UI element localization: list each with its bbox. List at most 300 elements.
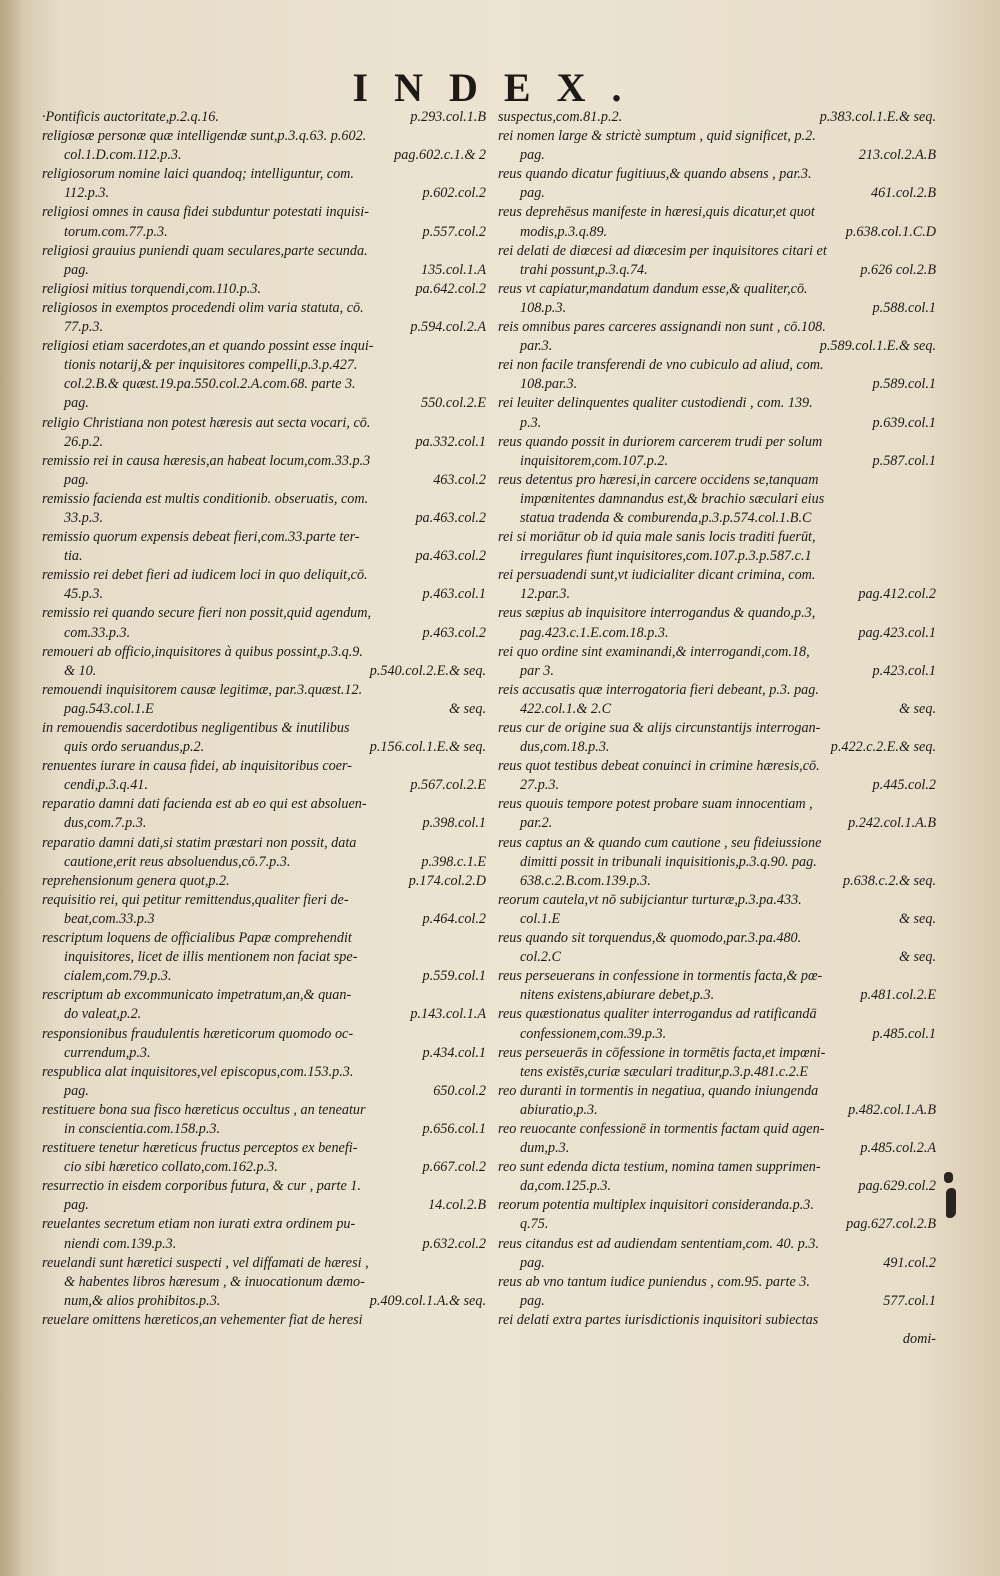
entry-text: reuelandi sunt hæretici suspecti , vel diffamati de hæresi ,: [42, 1254, 369, 1271]
entry-text: pag.: [520, 185, 545, 202]
page-reference: pa.332.col.1: [415, 433, 486, 450]
index-entry-line: [42, 891, 486, 910]
page-reference: p.587.col.1: [872, 452, 936, 469]
entry-text: 108.par.3.: [520, 376, 578, 393]
index-entry: [498, 394, 936, 432]
page-reference: pa.463.col.2: [415, 509, 486, 526]
entry-text: reus perseuerās in cōfessione in tormētis facta,et impœni-: [498, 1044, 826, 1061]
entry-text: remissio rei in causa hæresis,an habeat locum,com.33.p.3: [42, 452, 371, 469]
page-reference: p.383.col.1.E.& seq.: [819, 109, 936, 125]
entry-text: remouendi inquisitorem causæ legitimæ, par.3.quæst.12.: [42, 681, 363, 698]
entry-text: cendi,p.3.q.41.: [64, 777, 148, 794]
page-reference: [478, 929, 486, 948]
entry-text: religiosos in exemptos procedendi olim varia statuta, cō.: [42, 299, 364, 316]
index-entry-line: [498, 872, 936, 891]
index-entry-line: [498, 1025, 936, 1044]
entry-text: pag.: [64, 261, 89, 278]
page-reference: p.559.col.1: [422, 968, 486, 985]
entry-text: 422.col.1.& 2.C: [520, 700, 612, 717]
index-entry-line: [498, 146, 936, 165]
entry-text: pag.: [520, 147, 545, 164]
index-entry: [42, 681, 486, 719]
page-reference: [478, 1063, 486, 1082]
index-entry-line: [42, 108, 486, 127]
entry-text: in remouendis sacerdotibus negligentibus & inutilibus: [42, 720, 350, 736]
page-reference: [928, 929, 936, 948]
page-reference: pag.629.col.2: [858, 1178, 936, 1195]
index-entry-line: [42, 1082, 486, 1101]
page-reference: [478, 452, 486, 471]
index-entry-line: [498, 223, 936, 242]
index-entry: [42, 452, 486, 490]
page-reference: [478, 1254, 486, 1273]
index-entry: [498, 1311, 936, 1349]
index-entry-line: [498, 738, 936, 757]
index-entry-line: [42, 929, 486, 948]
index-entry: [42, 986, 486, 1024]
entry-text: confessionem,com.39.p.3.: [520, 1025, 667, 1042]
entry-text: cio sibi hæretico collato,com.162.p.3.: [64, 1159, 278, 1176]
index-entry: [498, 834, 936, 891]
entry-text: dum,p.3.: [520, 1140, 570, 1157]
entry-text: pag.: [64, 471, 89, 488]
page-reference: [928, 1063, 936, 1082]
index-entry: [498, 643, 936, 681]
index-entry: [42, 1215, 486, 1253]
entry-text: inquisitores, licet de illis mentionem non faciat spe-: [64, 949, 358, 966]
entry-text: 45.p.3.: [64, 586, 104, 603]
entry-text: reus quando possit in duriorem carcerem trudi per solum: [498, 433, 823, 450]
index-entry-line: [42, 471, 486, 490]
index-entry-line: [498, 165, 936, 184]
index-entry-line: [498, 1063, 936, 1082]
index-entry-line: [42, 757, 486, 776]
page-reference: & seq.: [448, 700, 486, 717]
entry-text: responsionibus fraudulentis hæreticorum quomodo oc-: [42, 1025, 354, 1042]
page-reference: [928, 1273, 936, 1292]
index-column-left: [42, 108, 486, 1330]
page-reference: p.485.col.1: [872, 1025, 936, 1042]
index-entry-line: [498, 1044, 936, 1063]
page-reference: [478, 566, 486, 585]
page-reference: pag.602.c.1.& 2: [394, 147, 486, 164]
page-reference: [928, 1311, 936, 1330]
index-entry: [498, 795, 936, 833]
page-reference: [928, 643, 936, 662]
entry-text: resurrectio in eisdem corporibus futura, & cur , parte 1.: [42, 1178, 361, 1195]
entry-text: pag.: [520, 1292, 545, 1309]
entry-text: nitens existens,abiurare debet,p.3.: [520, 987, 715, 1004]
entry-text: reo sunt edenda dicta testium, nomina tamen supprimen-: [498, 1159, 821, 1176]
index-entry-line: [42, 624, 486, 643]
index-entry: [498, 318, 936, 356]
page-reference: [928, 203, 936, 222]
index-entry: [498, 1005, 936, 1043]
index-entry: [498, 929, 936, 967]
entry-text: remissio facienda est multis conditionib. obseruatis, com.: [42, 490, 369, 507]
entry-text: rescriptum ab excommunicato impetratum,an,& quan-: [42, 987, 352, 1004]
entry-text: rei nomen large & strictè sumptum , quid significet, p.2.: [498, 128, 816, 145]
index-entry-line: [42, 509, 486, 528]
index-entry-line: [498, 853, 936, 872]
index-entry: [42, 604, 486, 642]
entry-text: reus quando sit torquendus,& quomodo,par.3.pa.480.: [498, 930, 802, 947]
page-reference: [928, 1158, 936, 1177]
index-entry: [498, 757, 936, 795]
index-entry-line: [498, 948, 936, 967]
page-reference: [928, 1082, 936, 1101]
entry-text: com.33.p.3.: [64, 624, 131, 641]
index-entry-line: [498, 471, 936, 490]
entry-text: remissio quorum expensis debeat fieri,com.33.parte ter-: [42, 529, 360, 546]
entry-text: col.1.D.com.112.p.3.: [64, 147, 182, 164]
page-reference: [478, 356, 486, 375]
index-entry-line: [498, 261, 936, 280]
entry-text: dimitti possit in tribunali inquisitionis,p.3.q.90. pag.: [520, 853, 817, 870]
page-reference: pag.412.col.2: [858, 586, 936, 603]
entry-text: remissio rei quando secure fieri non possit,quid agendum,: [42, 605, 372, 622]
entry-text: cautione,erit reus absoluendus,cō.7.p.3.: [64, 853, 291, 870]
entry-text: 26.p.2.: [64, 433, 104, 450]
index-entry-line: [498, 1215, 936, 1234]
entry-text: restituere bona sua fisco hæreticus occultus , an teneatur: [42, 1101, 366, 1118]
entry-text: da,com.125.p.3.: [520, 1178, 612, 1195]
index-entry: [498, 891, 936, 929]
page-reference: p.638.c.2.& seq.: [843, 872, 936, 889]
page-reference: [928, 127, 936, 146]
index-entry-line: [498, 624, 936, 643]
page-reference: p.481.col.2.E: [860, 987, 936, 1004]
entry-text: num,& alios prohibitos.p.3.: [64, 1292, 221, 1309]
index-entry-line: [498, 643, 936, 662]
page-reference: [928, 757, 936, 776]
page-reference: & seq.: [898, 700, 936, 717]
page-reference: 550.col.2.E: [420, 395, 486, 412]
page-reference: [478, 414, 486, 433]
entry-text: col.1.E: [520, 910, 561, 927]
index-entry-line: [42, 165, 486, 184]
entry-text: pag.423.c.1.E.com.18.p.3.: [520, 624, 669, 641]
entry-text: reus cur de origine sua & alijs circunstantijs interrogan-: [498, 720, 821, 736]
page-reference: [478, 1025, 486, 1044]
index-entry-line: [42, 261, 486, 280]
index-entry: [42, 299, 486, 337]
index-entry-line: [498, 337, 936, 356]
index-entry-line: [42, 566, 486, 585]
index-entry: [42, 203, 486, 241]
entry-text: reus captus an & quando cum cautione , seu fideiussione: [498, 834, 822, 851]
page-reference: [928, 165, 936, 184]
index-entry-line: [42, 1025, 486, 1044]
index-entry-line: [42, 547, 486, 566]
index-entry: [42, 566, 486, 604]
entry-text: trahi possunt,p.3.q.74.: [520, 261, 648, 278]
entry-text: reus quot testibus debeat conuinci in crimine hæresis,cō.: [498, 758, 820, 775]
page-reference: p.143.col.1.A: [410, 1006, 486, 1023]
index-entry-line: [498, 986, 936, 1005]
entry-text: rei persuadendi sunt,vt iudicialiter dicant crimina, com.: [498, 567, 816, 584]
index-entry-line: [498, 452, 936, 471]
page-reference: [928, 795, 936, 814]
index-entry: [42, 891, 486, 929]
entry-text: reus quando dicatur fugitiuus,& quando absens , par.3.: [498, 166, 812, 183]
index-entry-line: [42, 834, 486, 853]
page-reference: [478, 1311, 486, 1330]
entry-text: reis omnibus pares carceres assignandi non sunt , cō.108.: [498, 319, 826, 336]
page-reference: [478, 795, 486, 814]
page-reference: [478, 757, 486, 776]
entry-text: beat,com.33.p.3: [64, 910, 155, 927]
index-entry-line: [42, 1254, 486, 1273]
entry-text: respublica alat inquisitores,vel episcopus,com.153.p.3.: [42, 1063, 354, 1080]
entry-text: 638.c.2.B.com.139.p.3.: [520, 872, 651, 889]
page-reference: [928, 853, 936, 872]
index-entry-line: [498, 1292, 936, 1311]
page-reference: [928, 1120, 936, 1139]
page-reference: [928, 834, 936, 853]
entry-text: reus vt capiatur,mandatum dandum esse,& qualiter,cō.: [498, 280, 808, 297]
index-entry-line: [498, 891, 936, 910]
entry-text: reo reuocante confessionē in tormentis factam quid agen-: [498, 1120, 825, 1137]
index-entry: [498, 1273, 936, 1311]
entry-text: p.3.: [520, 414, 542, 431]
page-reference: p.567.col.2.E: [410, 777, 486, 794]
index-entry-line: [498, 681, 936, 700]
entry-text: reprehensionum genera quot,p.2.: [42, 872, 230, 889]
entry-text: & habentes libros hæresum , & inuocationum dæmo-: [64, 1273, 365, 1290]
page-reference: [928, 280, 936, 299]
index-entry: [498, 1082, 936, 1120]
index-entry-line: [498, 242, 936, 261]
index-entry: [498, 127, 936, 165]
entry-text: restituere tenetur hæreticus fructus perceptos ex benefi-: [42, 1140, 358, 1157]
index-entry-line: [42, 375, 486, 394]
entry-text: reus ab vno tantum iudice puniendus , com.95. parte 3.: [498, 1273, 810, 1290]
page-reference: [478, 719, 486, 738]
entry-text: requisitio rei, qui petitur remittendus,qualiter fieri de-: [42, 891, 349, 908]
entry-text: religio Christiana non potest hæresis aut secta vocari, cō.: [42, 414, 371, 431]
index-entry-line: [498, 585, 936, 604]
page-reference: 135.col.1.A: [420, 261, 486, 278]
page-reference: p.409.col.1.A.& seq.: [369, 1292, 486, 1309]
index-entry-line: [498, 834, 936, 853]
page-reference: pa.463.col.2: [415, 548, 486, 565]
entry-text: reus sæpius ab inquisitore interrogandus & quando,p.3,: [498, 605, 816, 622]
entry-text: 108.p.3.: [520, 299, 567, 316]
page-reference: p.434.col.1: [422, 1044, 486, 1061]
entry-text: 77.p.3.: [64, 319, 104, 336]
page-reference: [478, 375, 486, 394]
index-entry-line: [42, 853, 486, 872]
index-entry-line: [498, 184, 936, 203]
page-reference: p.398.col.1: [422, 815, 486, 832]
index-entry-line: [498, 1177, 936, 1196]
index-entry-line: [498, 566, 936, 585]
page-reference: p.588.col.1: [872, 299, 936, 316]
entry-text: reuelantes secretum etiam non iurati extra ordinem pu-: [42, 1216, 356, 1233]
index-entry-line: [42, 662, 486, 681]
entry-text: pag.543.col.1.E: [64, 700, 154, 717]
index-entry-line: [42, 490, 486, 509]
entry-text: tia.: [64, 548, 83, 565]
index-entry: [42, 1139, 486, 1177]
page-reference: p.445.col.2: [872, 777, 936, 794]
index-entry-line: [42, 433, 486, 452]
index-entry: [498, 681, 936, 719]
page-reference: p.422.c.2.E.& seq.: [830, 739, 936, 756]
page-reference: [478, 604, 486, 623]
index-entry: [42, 165, 486, 203]
entry-text: pag.: [520, 1254, 545, 1271]
entry-text: modis,p.3.q.89.: [520, 223, 608, 240]
page-reference: [928, 604, 936, 623]
page-reference: 577.col.1: [883, 1292, 936, 1309]
index-entry-line: [498, 394, 936, 413]
page-heading: INDEX.: [352, 65, 648, 110]
entry-text: currendum,p.3.: [64, 1044, 151, 1061]
index-entry-line: [42, 1311, 486, 1330]
entry-text: statua tradenda & comburenda,p.3.p.574.col.1.B.C: [520, 509, 812, 526]
index-entry-line: [498, 414, 936, 433]
index-entry-line: [498, 528, 936, 547]
page-reference: 14.col.2.B: [428, 1197, 486, 1214]
ink-blot-mark: [944, 1172, 953, 1183]
page-reference: [928, 509, 936, 528]
page-reference: [928, 528, 936, 547]
index-entry-line: [498, 967, 936, 986]
page-reference: [478, 337, 486, 356]
index-entry-line: [42, 146, 486, 165]
index-entry: [42, 528, 486, 566]
index-entry: [42, 1063, 486, 1101]
page-reference: p.464.col.2: [422, 910, 486, 927]
index-entry-line: [498, 1158, 936, 1177]
entry-text: rei si moriātur ob id quia male sanis locis traditi fuerūt,: [498, 529, 816, 546]
entry-text: reuelare omittens hæreticos,an vehementer fiat de heresi: [42, 1311, 363, 1328]
page-reference: 461.col.2.B: [870, 185, 936, 202]
index-entry: [42, 1025, 486, 1063]
index-entry-line: [42, 1139, 486, 1158]
page-reference: p.656.col.1: [422, 1120, 486, 1137]
entry-text: reus perseuerans in confessione in tormentis facta,& pœ-: [498, 968, 823, 985]
index-entry-line: [498, 318, 936, 337]
page-reference: [928, 891, 936, 910]
index-entry-line: [498, 1235, 936, 1254]
page-reference: p.174.col.2.D: [408, 872, 486, 889]
index-entry: [42, 929, 486, 986]
index-entry: [42, 872, 486, 891]
entry-text: rei non facile transferendi de vno cubiculo ad aliud, com.: [498, 357, 824, 374]
entry-text: religiosi mitius torquendi,com.110.p.3.: [42, 280, 261, 297]
entry-text: par.2.: [520, 815, 553, 832]
entry-text: reus deprehēsus manifeste in hæresi,quis dicatur,et quot: [498, 204, 815, 221]
index-entry-line: [42, 1292, 486, 1311]
index-entry-line: [498, 299, 936, 318]
index-entry-line: [498, 1139, 936, 1158]
page-reference: & seq.: [898, 910, 936, 927]
entry-text: reo duranti in tormentis in negatiua, quando iniungenda: [498, 1082, 819, 1099]
page-reference: p.423.col.1: [872, 662, 936, 679]
index-entry-line: [498, 700, 936, 719]
index-entry-line: [498, 203, 936, 222]
page-reference: [928, 1235, 936, 1254]
entry-text: 27.p.3.: [520, 777, 560, 794]
index-entry-line: [42, 872, 486, 891]
entry-text: pag.: [64, 395, 89, 412]
page-reference: [478, 948, 486, 967]
page-reference: [478, 643, 486, 662]
page-reference: p.540.col.2.E.& seq.: [369, 662, 486, 679]
page-reference: [478, 1273, 486, 1292]
index-entry-line: [42, 1196, 486, 1215]
index-entry-line: [42, 738, 486, 757]
entry-text: col.2.B.& quæst.19.pa.550.col.2.A.com.68. parte 3.: [64, 376, 356, 393]
index-entry-line: [42, 127, 486, 146]
index-entry-line: [42, 356, 486, 375]
entry-text: reparatio damni dati facienda est ab eo qui est absoluen-: [42, 796, 367, 813]
entry-text: remoueri ab officio,inquisitores à quibus possint,p.3.q.9.: [42, 643, 363, 660]
index-entry-line: [498, 127, 936, 146]
entry-text: par 3.: [520, 662, 554, 679]
index-entry-line: [498, 280, 936, 299]
binding-gutter: [0, 0, 22, 1576]
index-entry-line: [498, 547, 936, 566]
index-entry-line: [42, 299, 486, 318]
page-reference: [928, 490, 936, 509]
index-entry: [42, 1311, 486, 1330]
index-entry-line: [42, 1101, 486, 1120]
page-reference: p.626 col.2.B: [860, 261, 936, 278]
entry-text: torum.com.77.p.3.: [64, 223, 168, 240]
index-entry: [42, 1177, 486, 1215]
index-entry-line: [42, 700, 486, 719]
index-entry: [42, 108, 486, 127]
page-reference: [478, 528, 486, 547]
index-entry-line: [498, 1082, 936, 1101]
entry-text: suspectus,com.81.p.2.: [498, 109, 623, 125]
entry-text: reorum potentia multiplex inquisitori consideranda.p.3.: [498, 1197, 814, 1214]
index-entry-line: [498, 433, 936, 452]
index-entry-line: [42, 776, 486, 795]
page-reference: [928, 1005, 936, 1024]
index-entry-line: [498, 719, 936, 738]
index-entry: [498, 1196, 936, 1234]
index-entry-line: [42, 1215, 486, 1234]
page-reference: [928, 356, 936, 375]
index-entry-line: [42, 967, 486, 986]
entry-text: rei delati de diœcesi ad diœcesim per inquisitores citari et: [498, 242, 827, 259]
index-entry: [498, 566, 936, 604]
index-entry-line: [498, 375, 936, 394]
page-reference: p.156.col.1.E.& seq.: [369, 739, 486, 756]
entry-text: reis accusatis quæ interrogatoria fieri debeant, p.3. pag.: [498, 681, 819, 698]
index-entry: [498, 280, 936, 318]
page-reference: [928, 566, 936, 585]
entry-text: abiuratio,p.3.: [520, 1101, 598, 1118]
entry-text: 33.p.3.: [64, 509, 104, 526]
entry-text: reparatio damni dati,si statim præstari non possit, data: [42, 834, 357, 851]
entry-text: in conscientia.com.158.p.3.: [64, 1120, 221, 1137]
page-reference: p.463.col.1: [422, 586, 486, 603]
entry-text: religiosæ personæ quæ intelligendæ sunt,p.3.q.63. p.602.: [42, 128, 367, 145]
entry-text: quis ordo seruandus,p.2.: [64, 739, 205, 756]
page-reference: 463.col.2: [433, 471, 486, 488]
entry-text: inquisitorem,com.107.p.2.: [520, 452, 669, 469]
entry-text: 112.p.3.: [64, 185, 110, 202]
index-entry-line: [42, 318, 486, 337]
index-entry-line: [42, 643, 486, 662]
index-entry-line: [42, 1158, 486, 1177]
